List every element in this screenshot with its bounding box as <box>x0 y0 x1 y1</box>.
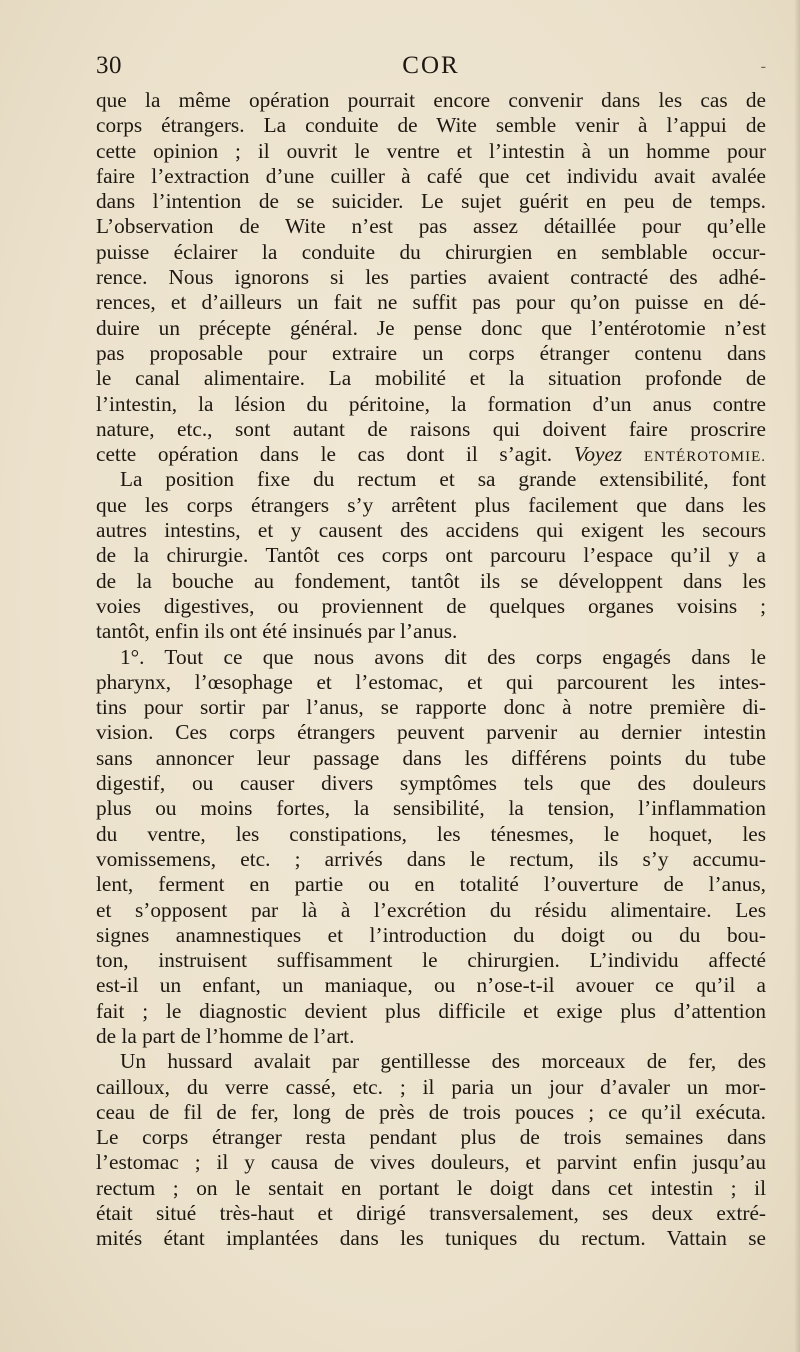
text-line-content: nature, etc., sont autant de raisons qui doivent faire proscrire <box>96 416 766 441</box>
text-line-content: tantôt, enfin ils ont été insinués par l’anus. <box>96 619 458 644</box>
text-line-content: Un hussard avalait par gentillesse des morceaux de fer, des <box>120 1049 766 1074</box>
text-line <box>96 290 766 315</box>
text-line <box>96 1125 766 1150</box>
text-line-content: sans annoncer leur passage dans les différens points du tube <box>96 745 766 770</box>
text-line-content: est-il un enfant, un maniaque, ou n’ose-t-il avouer ce qu’il a <box>96 973 766 998</box>
text-line <box>96 467 766 492</box>
text-line <box>96 796 766 821</box>
text-line <box>96 948 766 973</box>
text-line <box>96 1024 766 1049</box>
text-line <box>96 695 766 720</box>
text-line-content: voies digestives, ou proviennent de quelques organes voisins ; <box>96 593 766 618</box>
cross-reference-label: Voyez <box>573 442 623 467</box>
text-line <box>96 113 766 138</box>
text-line <box>96 619 766 644</box>
text-line <box>96 822 766 847</box>
text-line <box>96 139 766 164</box>
text-line <box>96 720 766 745</box>
text-line-content: du ventre, les constipations, les ténesmes, le hoquet, les <box>96 821 766 846</box>
text-line <box>96 366 766 391</box>
text-line <box>96 164 766 189</box>
text-line <box>96 265 766 290</box>
text-line <box>96 1176 766 1201</box>
text-line-content: vomissemens, etc. ; arrivés dans le rectum, ils s’y accumu- <box>96 846 766 871</box>
text-line-content: digestif, ou causer divers symptômes tels que des douleurs <box>96 771 766 796</box>
text-line <box>96 1049 766 1074</box>
text-line <box>96 543 766 568</box>
text-line-content: tins pour sortir par l’anus, se rapporte donc à notre première di- <box>96 695 766 720</box>
text-line-content: l’intestin, la lésion du péritoine, la formation d’un anus contre <box>96 391 766 416</box>
text-line-content: cette opinion ; il ouvrit le ventre et l’intestin à un homme pour <box>96 138 766 163</box>
text-line-content: pharynx, l’œsophage et l’estomac, et qui parcourent les intes- <box>96 669 766 694</box>
text-line <box>96 493 766 518</box>
text-line-content: et s’opposent par là à l’excrétion du résidu alimentaire. Les <box>96 897 766 922</box>
text-line <box>96 1075 766 1100</box>
body-text <box>96 88 766 1252</box>
text-line-content: faire l’extraction d’une cuiller à café que cet individu avait avalée <box>96 163 766 188</box>
text-line-content: ceau de fil de fer, long de près de trois pouces ; ce qu’il exécuta. <box>96 1099 766 1124</box>
text-line-content: duire un précepte général. Je pense donc que l’entérotomie n’est <box>96 315 766 340</box>
text-line-content: pas proposable pour extraire un corps étranger contenu dans <box>96 340 766 365</box>
text-line-content: l’estomac ; il y causa de vives douleurs, et parvint enfin jusqu’au <box>96 1150 766 1175</box>
text-line-content: lent, ferment en partie ou en totalité l’ouverture de l’anus, <box>96 872 766 897</box>
text-line <box>96 214 766 239</box>
text-line <box>96 189 766 214</box>
text-line <box>96 670 766 695</box>
text-line <box>96 1150 766 1175</box>
text-line <box>96 316 766 341</box>
text-line-content: de la chirurgie. Tantôt ces corps ont parcouru l’espace qu’il y a <box>96 543 766 568</box>
text-line-content: que les corps étrangers s’y arrêtent plus facilement que dans les <box>96 492 766 517</box>
text-line-content: dans l’intention de se suicider. Le sujet guérit en peu de temps. <box>96 189 766 214</box>
text-line <box>96 518 766 543</box>
page-number: 30 <box>96 52 122 79</box>
text-line <box>96 594 766 619</box>
text-line <box>96 645 766 670</box>
text-line <box>96 771 766 796</box>
text-line <box>96 923 766 948</box>
text-line-content: 1°. Tout ce que nous avons dit des corps engagés dans le <box>120 644 766 669</box>
page-header <box>96 52 766 86</box>
text-line <box>96 973 766 998</box>
running-head: COR <box>402 52 460 79</box>
text-line <box>96 1201 766 1226</box>
text-line <box>96 1100 766 1125</box>
text-line-content: ton, instruisent suffisamment le chirurgien. L’individu affecté <box>96 948 766 973</box>
text-line-content: rence. Nous ignorons si les parties avaient contracté des adhé- <box>96 265 766 290</box>
text-line-content: autres intestins, et y causent des accidens qui exigent les secours <box>96 518 766 543</box>
text-line-content: signes anamnestiques et l’introduction du doigt ou du bou- <box>96 922 766 947</box>
text-line-content: rectum ; on le sentait en portant le doigt dans cet intestin ; il <box>96 1175 766 1200</box>
text-line <box>96 569 766 594</box>
text-line-content: corps étrangers. La conduite de Wite semble venir à l’appui de <box>96 113 766 138</box>
text-line-content: vision. Ces corps étrangers peuvent parvenir au dernier intestin <box>96 720 766 745</box>
text-line-content: de la part de l’homme de l’art. <box>96 1023 355 1048</box>
text-line <box>96 442 766 467</box>
text-line-content: Le corps étranger resta pendant plus de trois semaines dans <box>96 1125 766 1150</box>
text-line <box>96 746 766 771</box>
text-line <box>96 392 766 417</box>
text-line-content: fait ; le diagnostic devient plus difficile et exige plus d’attention <box>96 998 766 1023</box>
text-line-content: de la bouche au fondement, tantôt ils se développent dans les <box>96 568 766 593</box>
text-line-content: cette opération dans le cas dont il s’agit. <box>96 442 553 467</box>
text-line-content: le canal alimentaire. La mobilité et la situation profonde de <box>96 366 766 391</box>
text-line <box>96 341 766 366</box>
text-line-content: plus ou moins fortes, la sensibilité, la tension, l’inflammation <box>96 796 766 821</box>
text-line-content: mités étant implantées dans les tuniques du rectum. Vattain se <box>96 1226 766 1251</box>
text-line <box>96 240 766 265</box>
cross-reference-term: ENTÉROTOMIE. <box>643 449 767 466</box>
text-line-content: était situé très-haut et dirigé transversalement, ses deux extré- <box>96 1201 766 1226</box>
text-line <box>96 999 766 1024</box>
text-line <box>96 417 766 442</box>
text-line-content: rences, et d’ailleurs un fait ne suffit pas pour qu’on puisse en dé- <box>96 290 766 315</box>
text-line <box>96 847 766 872</box>
text-line <box>96 898 766 923</box>
text-line-content: L’observation de Wite n’est pas assez détaillée pour qu’elle <box>96 214 766 239</box>
text-line <box>96 872 766 897</box>
text-line-content: que la même opération pourrait encore convenir dans les cas de <box>96 88 766 112</box>
text-line <box>96 1226 766 1251</box>
page-edge-shadow <box>794 0 800 1352</box>
corner-mark: - <box>760 58 766 75</box>
text-line-content: La position fixe du rectum et sa grande extensibilité, font <box>120 467 766 492</box>
text-line-content: cailloux, du verre cassé, etc. ; il paria un jour d’avaler un mor- <box>96 1074 766 1099</box>
text-line-content: puisse éclairer la conduite du chirurgien en semblable occur- <box>96 239 766 264</box>
text-line <box>96 88 766 113</box>
